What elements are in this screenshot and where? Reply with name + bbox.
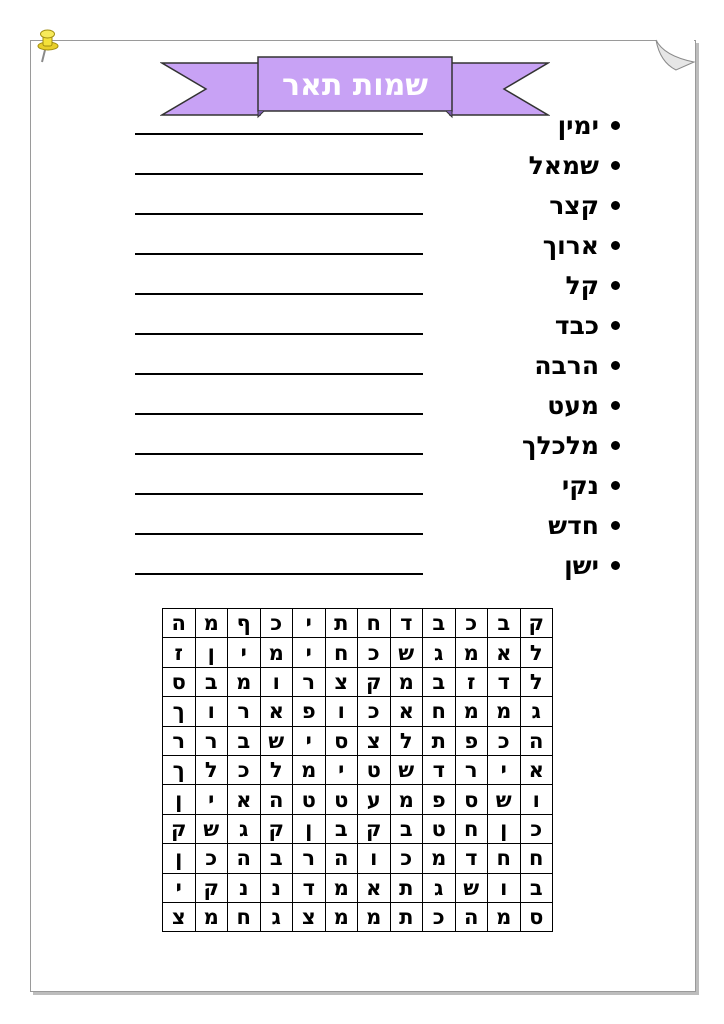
grid-cell[interactable]: ב: [423, 609, 456, 638]
word-label: הרבה: [534, 350, 599, 380]
word-label: שמאל: [528, 150, 599, 180]
grid-cell[interactable]: כ: [195, 844, 228, 873]
grid-cell[interactable]: ס: [163, 667, 196, 696]
grid-cell[interactable]: כ: [488, 726, 521, 755]
answer-line[interactable]: [135, 453, 423, 455]
answer-line[interactable]: [135, 253, 423, 255]
grid-cell[interactable]: ח: [488, 844, 521, 873]
grid-cell[interactable]: ו: [488, 873, 521, 902]
grid-cell[interactable]: ח: [228, 902, 261, 931]
grid-cell[interactable]: ת: [390, 902, 423, 931]
grid-cell[interactable]: מ: [325, 873, 358, 902]
grid-cell[interactable]: ט: [423, 814, 456, 843]
grid-cell[interactable]: ר: [293, 667, 326, 696]
grid-cell[interactable]: ט: [325, 785, 358, 814]
grid-cell[interactable]: ש: [390, 638, 423, 667]
page-title: שמות תאר: [281, 67, 429, 103]
word-item: [440, 385, 620, 425]
grid-cell[interactable]: ן: [293, 814, 326, 843]
answer-line[interactable]: [135, 173, 423, 175]
grid-cell[interactable]: ש: [488, 785, 521, 814]
word-search-grid: [162, 608, 553, 932]
grid-cell[interactable]: ך: [163, 697, 196, 726]
grid-cell[interactable]: מ: [390, 785, 423, 814]
grid-row: [163, 844, 553, 873]
grid-cell[interactable]: ק: [358, 667, 391, 696]
grid-cell[interactable]: ש: [260, 726, 293, 755]
grid-cell[interactable]: כ: [423, 902, 456, 931]
grid-cell[interactable]: ג: [423, 638, 456, 667]
bullet-icon: [611, 241, 620, 250]
grid-cell[interactable]: ה: [325, 844, 358, 873]
word-label: כבד: [554, 310, 599, 340]
grid-cell[interactable]: י: [293, 609, 326, 638]
bullet-icon: [611, 441, 620, 450]
grid-cell[interactable]: ת: [423, 726, 456, 755]
grid-cell[interactable]: י: [293, 638, 326, 667]
grid-cell[interactable]: מ: [455, 638, 488, 667]
grid-cell[interactable]: ן: [163, 785, 196, 814]
grid-cell[interactable]: מ: [488, 902, 521, 931]
grid-cell[interactable]: ז: [455, 667, 488, 696]
bullet-icon: [611, 401, 620, 410]
grid-cell[interactable]: ו: [520, 785, 553, 814]
bullet-icon: [611, 481, 620, 490]
grid-cell[interactable]: ב: [260, 844, 293, 873]
grid-cell[interactable]: א: [260, 697, 293, 726]
bullet-icon: [611, 201, 620, 210]
grid-cell[interactable]: ן: [488, 814, 521, 843]
grid-cell[interactable]: א: [520, 755, 553, 784]
grid-cell[interactable]: ק: [520, 609, 553, 638]
answer-line[interactable]: [135, 133, 423, 135]
grid-cell[interactable]: כ: [520, 814, 553, 843]
grid-cell[interactable]: ת: [325, 609, 358, 638]
grid-cell[interactable]: ש: [195, 814, 228, 843]
word-item: [440, 465, 620, 505]
grid-cell[interactable]: כ: [390, 844, 423, 873]
grid-cell[interactable]: ו: [195, 697, 228, 726]
grid-cell[interactable]: ל: [390, 726, 423, 755]
bullet-icon: [611, 561, 620, 570]
grid-cell[interactable]: צ: [358, 726, 391, 755]
bullet-icon: [611, 521, 620, 530]
grid-cell[interactable]: ש: [390, 755, 423, 784]
grid-cell[interactable]: מ: [260, 638, 293, 667]
word-label: קל: [565, 270, 599, 300]
grid-cell[interactable]: ט: [293, 785, 326, 814]
grid-cell[interactable]: ק: [163, 814, 196, 843]
grid-cell[interactable]: ק: [358, 814, 391, 843]
answer-line[interactable]: [135, 493, 423, 495]
word-label: מעט: [547, 390, 599, 420]
grid-cell[interactable]: פ: [455, 726, 488, 755]
grid-cell[interactable]: מ: [455, 697, 488, 726]
grid-cell[interactable]: ד: [488, 667, 521, 696]
word-item: [440, 145, 620, 185]
bullet-icon: [611, 121, 620, 130]
word-item: [440, 185, 620, 225]
word-item: [440, 425, 620, 465]
grid-cell[interactable]: ת: [390, 873, 423, 902]
grid-row: [163, 785, 553, 814]
bullet-icon: [611, 321, 620, 330]
grid-cell[interactable]: א: [228, 785, 261, 814]
grid-cell[interactable]: פ: [423, 785, 456, 814]
grid-cell[interactable]: ג: [228, 814, 261, 843]
grid-row: [163, 814, 553, 843]
grid-cell[interactable]: ר: [293, 844, 326, 873]
grid-cell[interactable]: ב: [423, 667, 456, 696]
grid-cell[interactable]: מ: [195, 609, 228, 638]
grid-cell[interactable]: ד: [423, 755, 456, 784]
grid-cell[interactable]: ן: [195, 638, 228, 667]
grid-cell[interactable]: ח: [423, 697, 456, 726]
grid-row: [163, 697, 553, 726]
answer-line[interactable]: [135, 373, 423, 375]
grid-cell[interactable]: מ: [293, 755, 326, 784]
grid-cell[interactable]: ד: [455, 844, 488, 873]
grid-row: [163, 755, 553, 784]
word-label: נקי: [561, 470, 599, 500]
grid-cell[interactable]: ח: [358, 609, 391, 638]
grid-cell[interactable]: מ: [195, 902, 228, 931]
grid-cell[interactable]: צ: [325, 667, 358, 696]
grid-cell[interactable]: כ: [455, 609, 488, 638]
grid-cell[interactable]: מ: [488, 697, 521, 726]
grid-cell[interactable]: ן: [163, 844, 196, 873]
answer-line[interactable]: [135, 213, 423, 215]
grid-cell[interactable]: פ: [293, 697, 326, 726]
answer-line[interactable]: [135, 333, 423, 335]
bullet-icon: [611, 361, 620, 370]
grid-cell[interactable]: ר: [195, 726, 228, 755]
grid-cell[interactable]: י: [163, 873, 196, 902]
grid-cell[interactable]: ר: [163, 726, 196, 755]
grid-row: [163, 726, 553, 755]
grid-cell[interactable]: ח: [520, 844, 553, 873]
grid-row: [163, 638, 553, 667]
grid-cell[interactable]: ח: [455, 814, 488, 843]
grid-cell[interactable]: ה: [455, 902, 488, 931]
grid-cell[interactable]: כ: [358, 697, 391, 726]
answer-line[interactable]: [135, 533, 423, 535]
grid-cell[interactable]: ך: [163, 755, 196, 784]
word-item: [440, 265, 620, 305]
grid-cell[interactable]: ס: [520, 902, 553, 931]
grid-row: [163, 902, 553, 931]
grid-cell[interactable]: צ: [163, 902, 196, 931]
word-item: [440, 345, 620, 385]
answer-line[interactable]: [135, 413, 423, 415]
grid-cell[interactable]: א: [390, 697, 423, 726]
grid-cell[interactable]: א: [488, 638, 521, 667]
grid-row: [163, 667, 553, 696]
grid-cell[interactable]: ה: [163, 609, 196, 638]
grid-cell[interactable]: ג: [423, 873, 456, 902]
grid-cell[interactable]: ל: [195, 755, 228, 784]
grid-cell[interactable]: ה: [520, 726, 553, 755]
push-pin-icon: [32, 28, 62, 66]
grid-cell[interactable]: ב: [195, 667, 228, 696]
grid-cell[interactable]: צ: [293, 902, 326, 931]
grid-cell[interactable]: ל: [260, 755, 293, 784]
answer-line[interactable]: [135, 293, 423, 295]
word-label: ארוך: [542, 230, 599, 260]
grid-cell[interactable]: ו: [260, 667, 293, 696]
grid-cell[interactable]: י: [293, 726, 326, 755]
grid-cell[interactable]: י: [228, 638, 261, 667]
grid-cell[interactable]: ה: [228, 844, 261, 873]
word-item: [440, 305, 620, 345]
grid-cell[interactable]: ק: [260, 814, 293, 843]
word-label: קצר: [549, 190, 599, 220]
grid-cell[interactable]: מ: [228, 667, 261, 696]
grid-cell[interactable]: ס: [455, 785, 488, 814]
grid-cell[interactable]: כ: [358, 638, 391, 667]
grid-cell[interactable]: ל: [520, 638, 553, 667]
grid-cell[interactable]: ל: [520, 667, 553, 696]
word-item: [440, 105, 620, 145]
grid-cell[interactable]: ו: [358, 844, 391, 873]
grid-cell[interactable]: ר: [228, 697, 261, 726]
grid-cell[interactable]: ח: [325, 638, 358, 667]
word-item: [440, 545, 620, 585]
bullet-icon: [611, 161, 620, 170]
answer-line[interactable]: [135, 573, 423, 575]
grid-cell[interactable]: ק: [195, 873, 228, 902]
grid-cell[interactable]: ס: [325, 726, 358, 755]
grid-cell[interactable]: ט: [358, 755, 391, 784]
grid-row: [163, 873, 553, 902]
grid-cell[interactable]: ד: [293, 873, 326, 902]
grid-row: [163, 609, 553, 638]
grid-cell[interactable]: מ: [358, 902, 391, 931]
word-label: מלכלך: [522, 430, 599, 460]
grid-cell[interactable]: נ: [228, 873, 261, 902]
word-item: [440, 505, 620, 545]
grid-cell[interactable]: מ: [390, 667, 423, 696]
grid-cell[interactable]: י: [325, 755, 358, 784]
grid-cell[interactable]: ב: [390, 814, 423, 843]
grid-cell[interactable]: ר: [455, 755, 488, 784]
grid-cell[interactable]: ה: [260, 785, 293, 814]
bullet-icon: [611, 281, 620, 290]
grid-cell[interactable]: ב: [228, 726, 261, 755]
word-label: ימין: [557, 110, 599, 140]
grid-cell[interactable]: ו: [325, 697, 358, 726]
grid-cell[interactable]: ד: [390, 609, 423, 638]
grid-cell[interactable]: מ: [325, 902, 358, 931]
grid-cell[interactable]: ג: [260, 902, 293, 931]
word-label: חדש: [548, 510, 599, 540]
grid-cell[interactable]: ב: [488, 609, 521, 638]
grid-cell[interactable]: כ: [260, 609, 293, 638]
word-item: [440, 225, 620, 265]
grid-cell[interactable]: א: [358, 873, 391, 902]
grid-cell[interactable]: ג: [520, 697, 553, 726]
grid-cell[interactable]: ף: [228, 609, 261, 638]
grid-cell[interactable]: י: [488, 755, 521, 784]
grid-cell[interactable]: ע: [358, 785, 391, 814]
grid-cell[interactable]: מ: [423, 844, 456, 873]
grid-cell[interactable]: ב: [325, 814, 358, 843]
grid-cell[interactable]: ז: [163, 638, 196, 667]
word-label: ישן: [564, 550, 599, 580]
grid-cell[interactable]: נ: [260, 873, 293, 902]
grid-cell[interactable]: ב: [520, 873, 553, 902]
grid-cell[interactable]: ש: [455, 873, 488, 902]
grid-cell[interactable]: י: [195, 785, 228, 814]
grid-cell[interactable]: כ: [228, 755, 261, 784]
